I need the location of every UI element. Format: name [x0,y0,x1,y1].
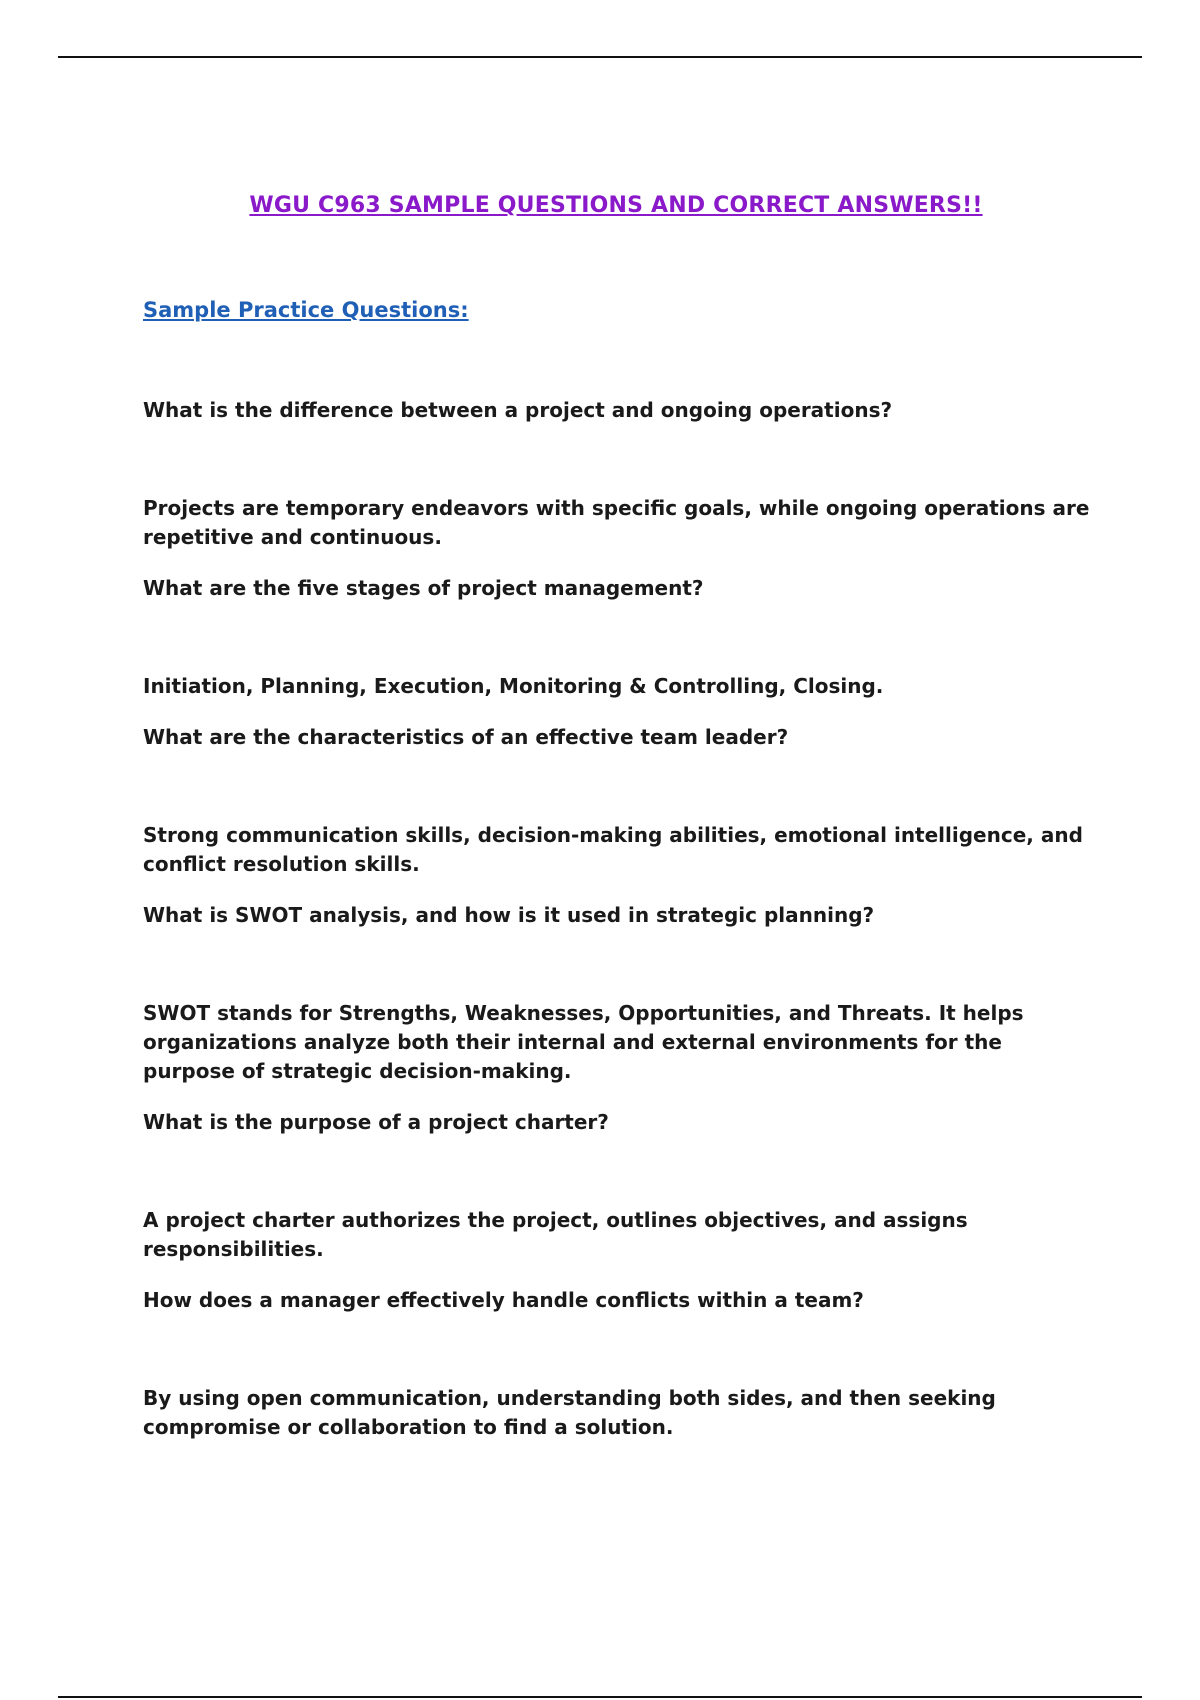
answer-text: Projects are temporary endeavors with specific goals, while ongoing operations are repetitive and continuous. [143,496,1090,549]
qa-item [143,901,1098,1086]
answer-text: Strong communication skills, decision-making abilities, emotional intelligence, and conflict resolution skills. [143,823,1083,876]
document-title: WGU C963 SAMPLE QUESTIONS AND CORRECT ANSWERS!! [249,193,983,218]
question-text: What are the five stages of project management? [143,576,704,600]
top-rule [58,56,1142,58]
qa-item [143,723,1098,879]
qa-list [143,396,1098,1442]
question-text: What is SWOT analysis, and how is it used in strategic planning? [143,903,875,927]
section-heading: Sample Practice Questions: [143,298,469,322]
qa-item [143,1286,1098,1442]
question-text: What is the purpose of a project charter? [143,1110,609,1134]
question-text: What is the difference between a project and ongoing operations? [143,398,893,422]
qa-item [143,396,1098,552]
qa-item [143,574,1098,701]
question-text: What are the characteristics of an effective team leader? [143,725,789,749]
answer-text: Initiation, Planning, Execution, Monitoring & Controlling, Closing. [143,674,884,698]
answer-text: A project charter authorizes the project, outlines objectives, and assigns responsibilities. [143,1208,968,1261]
answer-text: SWOT stands for Strengths, Weaknesses, Opportunities, and Threats. It helps organizations analyze both their internal and external environments for the purpose of strategic decision-making. [143,1001,1024,1083]
bottom-rule [58,1696,1142,1698]
qa-item [143,1108,1098,1264]
answer-text: By using open communication, understanding both sides, and then seeking compromise or collaboration to find a solution. [143,1386,996,1439]
question-text: How does a manager effectively handle conflicts within a team? [143,1288,864,1312]
